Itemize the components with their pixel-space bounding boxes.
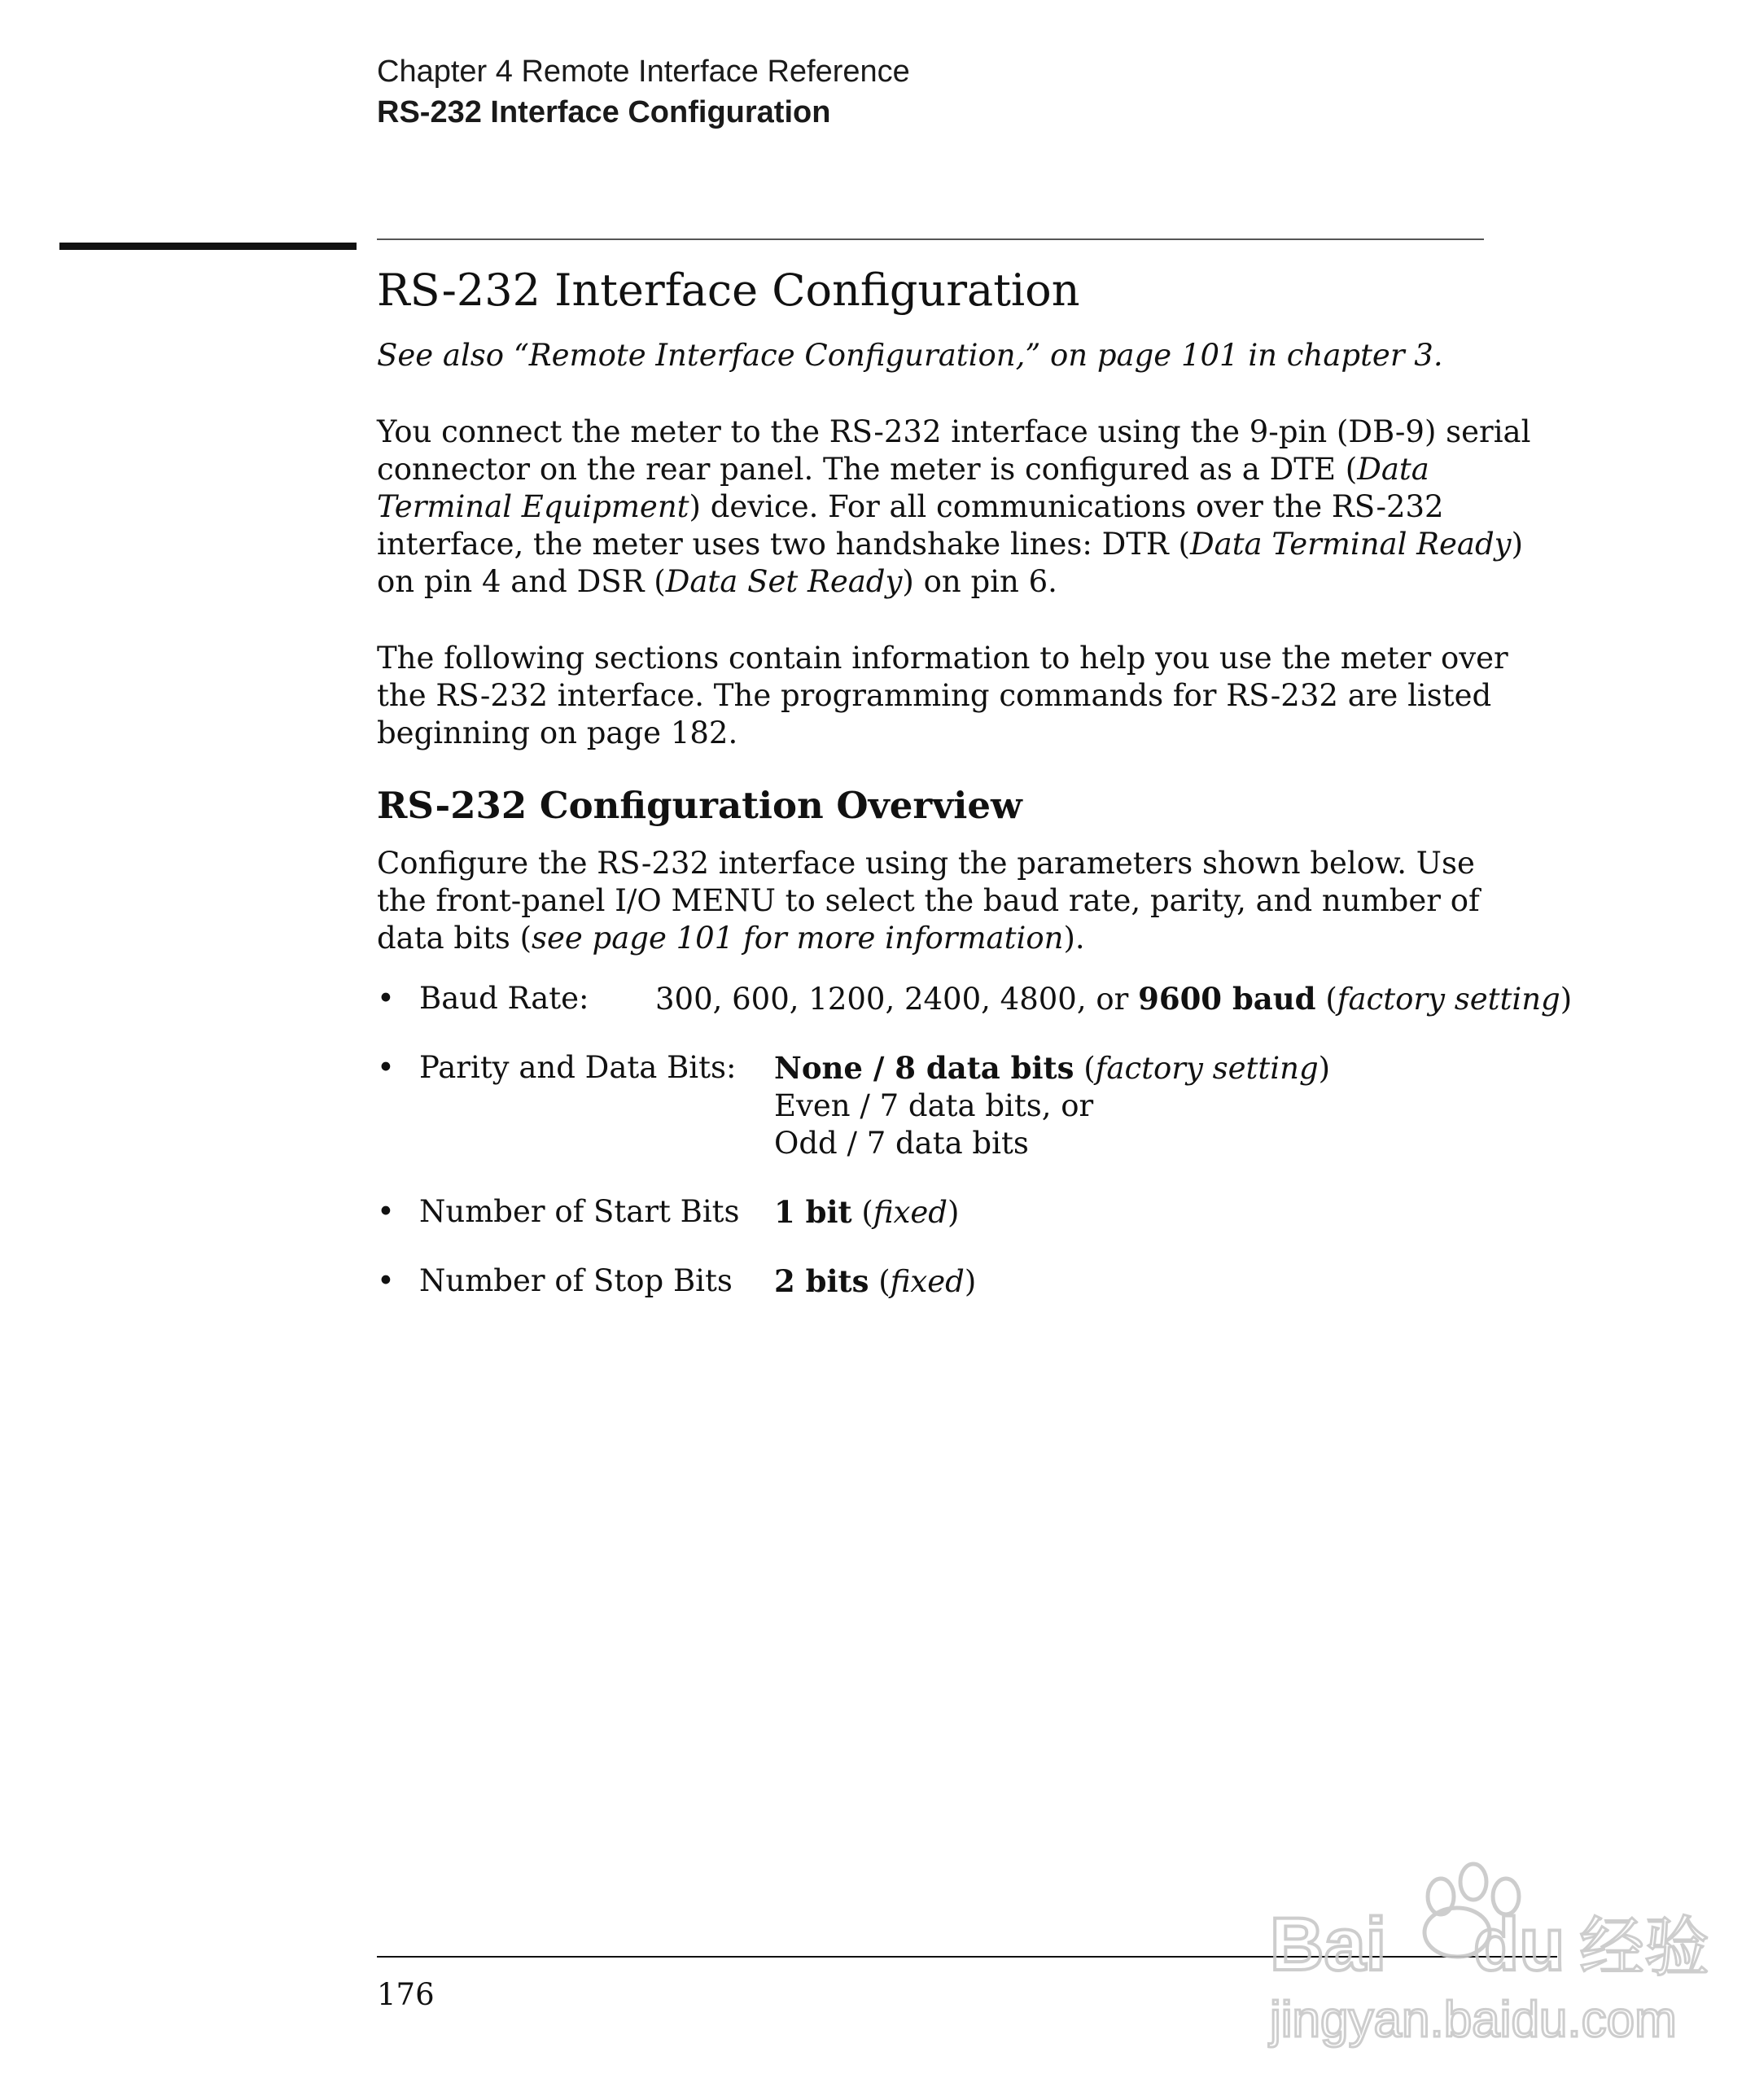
page-number: 176 [377,1977,435,2012]
param-row [419,1049,1533,1162]
baud-note: factory setting [1337,982,1560,1017]
param-row [419,980,1573,1018]
start-bits-note: fixed [873,1195,948,1230]
bullet-icon: • [377,981,395,1016]
paragraph-connection [377,413,1533,601]
param-baud-rate [377,980,1573,1018]
para1-text-c: ) device. For all communications over the RS-232 interface, the meter uses two handshake lines: DTR ( [377,489,1444,562]
param-label: Number of Start Bits [419,1194,740,1229]
svg-text:jingyan.baidu.com: jingyan.baidu.com [1270,1992,1677,2048]
start-bits-value: 1 bit [774,1194,852,1230]
svg-text:经验: 经验 [1579,1910,1709,1985]
bullet-icon: • [377,1194,395,1229]
paragraph-configure [377,845,1533,957]
baidu-watermark-logo [1254,1848,1709,2059]
param-label: Parity and Data Bits: [419,1050,737,1085]
param-label: Baud Rate: [419,981,589,1016]
svg-text:Bai: Bai [1270,1903,1387,1986]
para1-term-dtr: Data Terminal Ready [1189,527,1512,562]
para1-text-a: You connect the meter to the RS-232 interface using the 9-pin (DB-9) serial connector on the rear panel. The meter is configured as a DTE ( [377,414,1531,487]
baud-values: 300, 600, 1200, 2400, 4800, or [655,982,1139,1017]
running-header-chapter: Chapter 4 Remote Interface Reference [377,55,910,89]
bullet-icon: • [377,1263,395,1298]
param-row [419,1193,1533,1232]
paragraph-sections: The following sections contain information to help you use the meter over the RS-232 interface. The programming commands for RS-232 are listed beginning on page 182. [377,641,1508,750]
parity-line-1: None / 8 data bits (factory setting) [774,1050,1331,1086]
main-content [377,259,1573,1332]
svg-text:du: du [1473,1903,1565,1986]
section-marker-rule [59,243,357,250]
intro-page-ref: see page 101 for more information [532,921,1064,956]
parameter-list [377,980,1573,1301]
section-top-rule [377,238,1484,240]
param-parity-data-bits [377,1049,1533,1162]
param-value: 1 bit (fixed) [774,1194,960,1230]
bullet-icon: • [377,1050,395,1085]
param-value [774,1049,1330,1162]
see-also-note: See also “Remote Interface Configuration,” on page 101 in chapter 3. [377,338,1443,373]
param-value: 2 bits (fixed) [774,1263,977,1299]
para1-text-g: ) on pin 6. [902,564,1057,599]
para1-text-e: ) on pin 4 and DSR ( [377,527,1524,599]
subsection-heading: RS-232 Configuration Overview [377,784,1022,827]
running-header-section: RS-232 Interface Configuration [377,95,831,129]
stop-bits-value: 2 bits [774,1263,869,1299]
param-label: Number of Stop Bits [419,1263,733,1298]
stop-bits-note: fixed [890,1264,965,1299]
parity-default: None / 8 data bits [774,1050,1074,1086]
baud-default: 9600 baud [1138,981,1316,1017]
intro-text-c: ). [1063,921,1085,956]
para1-term-dsr: Data Set Ready [665,564,903,599]
parity-note: factory setting [1095,1051,1319,1086]
para1-term-dte: Data Terminal Equipment [377,452,1429,524]
section-title: RS-232 Interface Configuration [377,265,1080,316]
parity-line-3: Odd / 7 data bits [774,1126,1029,1161]
param-value: 300, 600, 1200, 2400, 4800, or 9600 baud (factory setting) [655,981,1573,1017]
running-header [377,51,910,133]
param-row [419,1262,1533,1301]
param-stop-bits [377,1262,1533,1301]
intro-text-a: Configure the RS-232 interface using the parameters shown below. Use the front-panel I/O MENU to select the baud rate, parity, and number of data bits ( [377,846,1480,956]
parity-line-2: Even / 7 data bits, or [774,1088,1094,1123]
param-start-bits [377,1193,1533,1232]
